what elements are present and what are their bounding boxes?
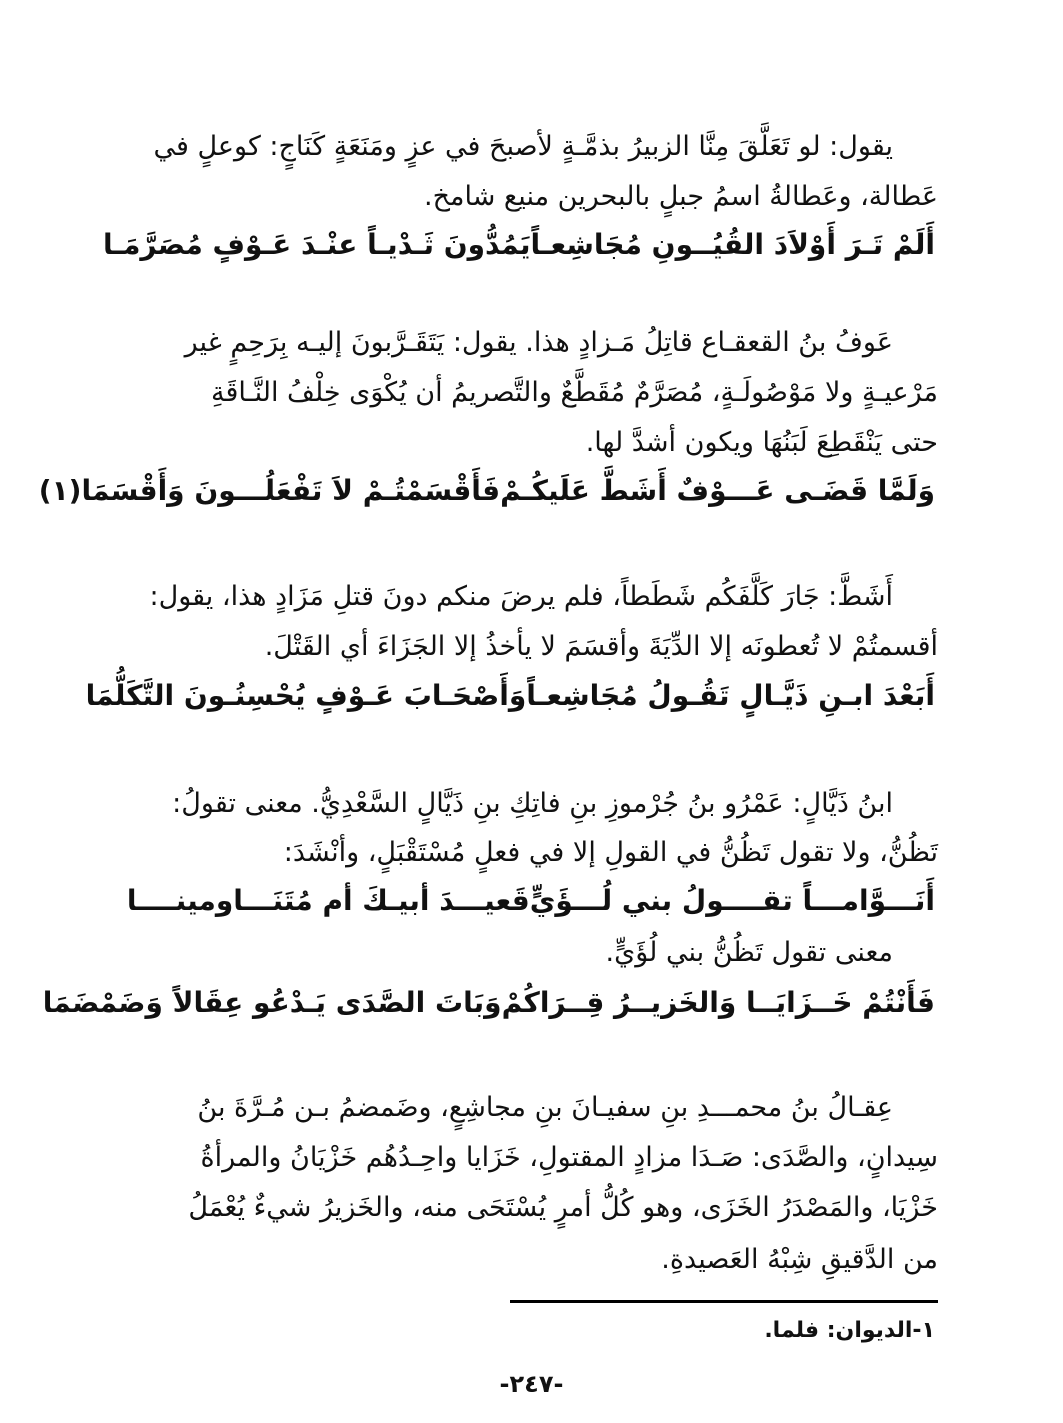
- prose-line: يقول: لو تَعَلَّقَ مِنَّا الزبيرُ بذمَّـةٍ لأصبحَ في عزٍ ومَنَعَةٍ كَنَاجٍ: كوعلٍ في: [153, 131, 893, 162]
- prose-line: حتى يَنْقَطِعَ لَبَنُهَا ويكون أشدَّ لها.: [585, 427, 938, 458]
- prose-line: عِقـالُ بنُ محمـــدِ بنِ سفيـانَ بنِ مجاشِعٍ، وضَمضمُ بـن مُـرَّةَ بنُ: [197, 1092, 893, 1123]
- verse-hemistich-first: أَبَعْدَ ابـنِ ذَيَّـالٍ تَقُـولُ مُجَاشِعـاً: [526, 679, 935, 712]
- prose-line: أقسمتُمْ لا تُعطونَه إلا الدِّيَةَ وأقسَمَ لا يأخذُ إلا الجَزَاءَ أي القَتْلَ.: [264, 631, 938, 662]
- verse-hemistich-second: فَأَقْسَمْتُـمْ لاَ تَفْعَلُـــونَ وَأَقْسَمَا(١): [38, 474, 501, 507]
- verse-hemistich-second: قَعيـــدَ أبيـكَ أم مُتَنَـــاومينــــا: [126, 884, 530, 917]
- verse-line: [42, 983, 935, 1023]
- page-number: -٢٤٧-: [499, 1370, 564, 1398]
- prose-line: خَزْيَا، والمَصْدَرُ الخَزَى، وهو كُلُّ أمرٍ يُسْتَحَى منه، والخَزيرُ شيءٌ يُعْمَلُ: [188, 1192, 938, 1223]
- verse-note: معنى تقول تَظُنُّ بني لُؤَيٍّ.: [605, 937, 893, 968]
- prose-line: ابنُ ذَيَّالٍ: عَمْرُو بنُ جُرْموزِ بنِ فاتِكِ بنِ ذَيَّالٍ السَّعْدِيُّ. معنى تقولُ:: [172, 788, 893, 819]
- verse-hemistich-second: وَأَصْحَـابَ عَـوْفٍ يُحْسِنُـونَ التَّكَلُّمَا: [85, 679, 527, 712]
- verse-line: [103, 225, 935, 265]
- verse-hemistich-first: فَأَنْتُمْ خَــزَايَــا وَالخَزيــرُ قِــرَاكُمْ: [501, 986, 935, 1019]
- verse-line: [38, 471, 935, 511]
- verse-hemistich-first: وَلَمَّا قَضَـى عَـــوْفٌ أَشَطَّ عَلَيكُـمْ: [500, 474, 935, 507]
- prose-line: تَظُنُّ، ولا تقول تَظُنُّ في القولِ إلا في فعلٍ مُسْتَقْبَلٍ، وأنْشَدَ:: [283, 837, 938, 868]
- footnote-divider: [510, 1300, 938, 1303]
- verse-line: [126, 881, 935, 921]
- footnote: ١-الديوان: فلما.: [764, 1318, 935, 1343]
- prose-line: من الدَّقيقِ شِبْهُ العَصيدةِ.: [661, 1244, 938, 1275]
- verse-hemistich-second: وَبَاتَ الصَّدَى يَـدْعُو عِقَالاً وَضَمْضَمَا: [42, 986, 502, 1019]
- prose-line: سِيدانٍ، والصَّدَى: صَـدَا مزادٍ المقتولِ، خَزَايا واحِـدُهُم خَزْيَانُ والمرأةُ: [200, 1142, 938, 1173]
- verse-hemistich-second: يَمُدُّونَ ثَـدْيـاً عنْـدَ عَـوْفٍ مُصَرَّمَـا: [103, 228, 531, 261]
- prose-line: عَوفُ بنُ القعقـاع قاتِلُ مَـزادٍ هذا. يقول: يَتَقَـرَّبونَ إليـه بِرَحِمٍ غير: [184, 327, 893, 358]
- verse-hemistich-first: أَنَـــوَّامـــاً تقــــولُ بني لُـــؤَيٍّ: [529, 884, 935, 917]
- prose-line: عَطالة، وعَطالةُ اسمُ جبلٍ بالبحرين منيع شامخ.: [424, 181, 938, 212]
- verse-line: [85, 676, 935, 716]
- verse-hemistich-first: أَلَمْ تَـرَ أَوْلاَدَ القُيُــونِ مُجَاشِعـاً: [530, 228, 935, 261]
- prose-line: أَشَطَّ: جَارَ كَلَّفَكُم شَطَطاً، فلم يرضَ منكم دونَ قتلِ مَزَادٍ هذا، يقول:: [149, 581, 893, 612]
- prose-line: مَرْعيـةٍ ولا مَوْصُولَـةٍ، مُصَرَّمٌ مُقَطَّعٌ والتَّصريمُ أن يُكْوَى خِلْفُ النَّـاقَةِ: [211, 377, 938, 408]
